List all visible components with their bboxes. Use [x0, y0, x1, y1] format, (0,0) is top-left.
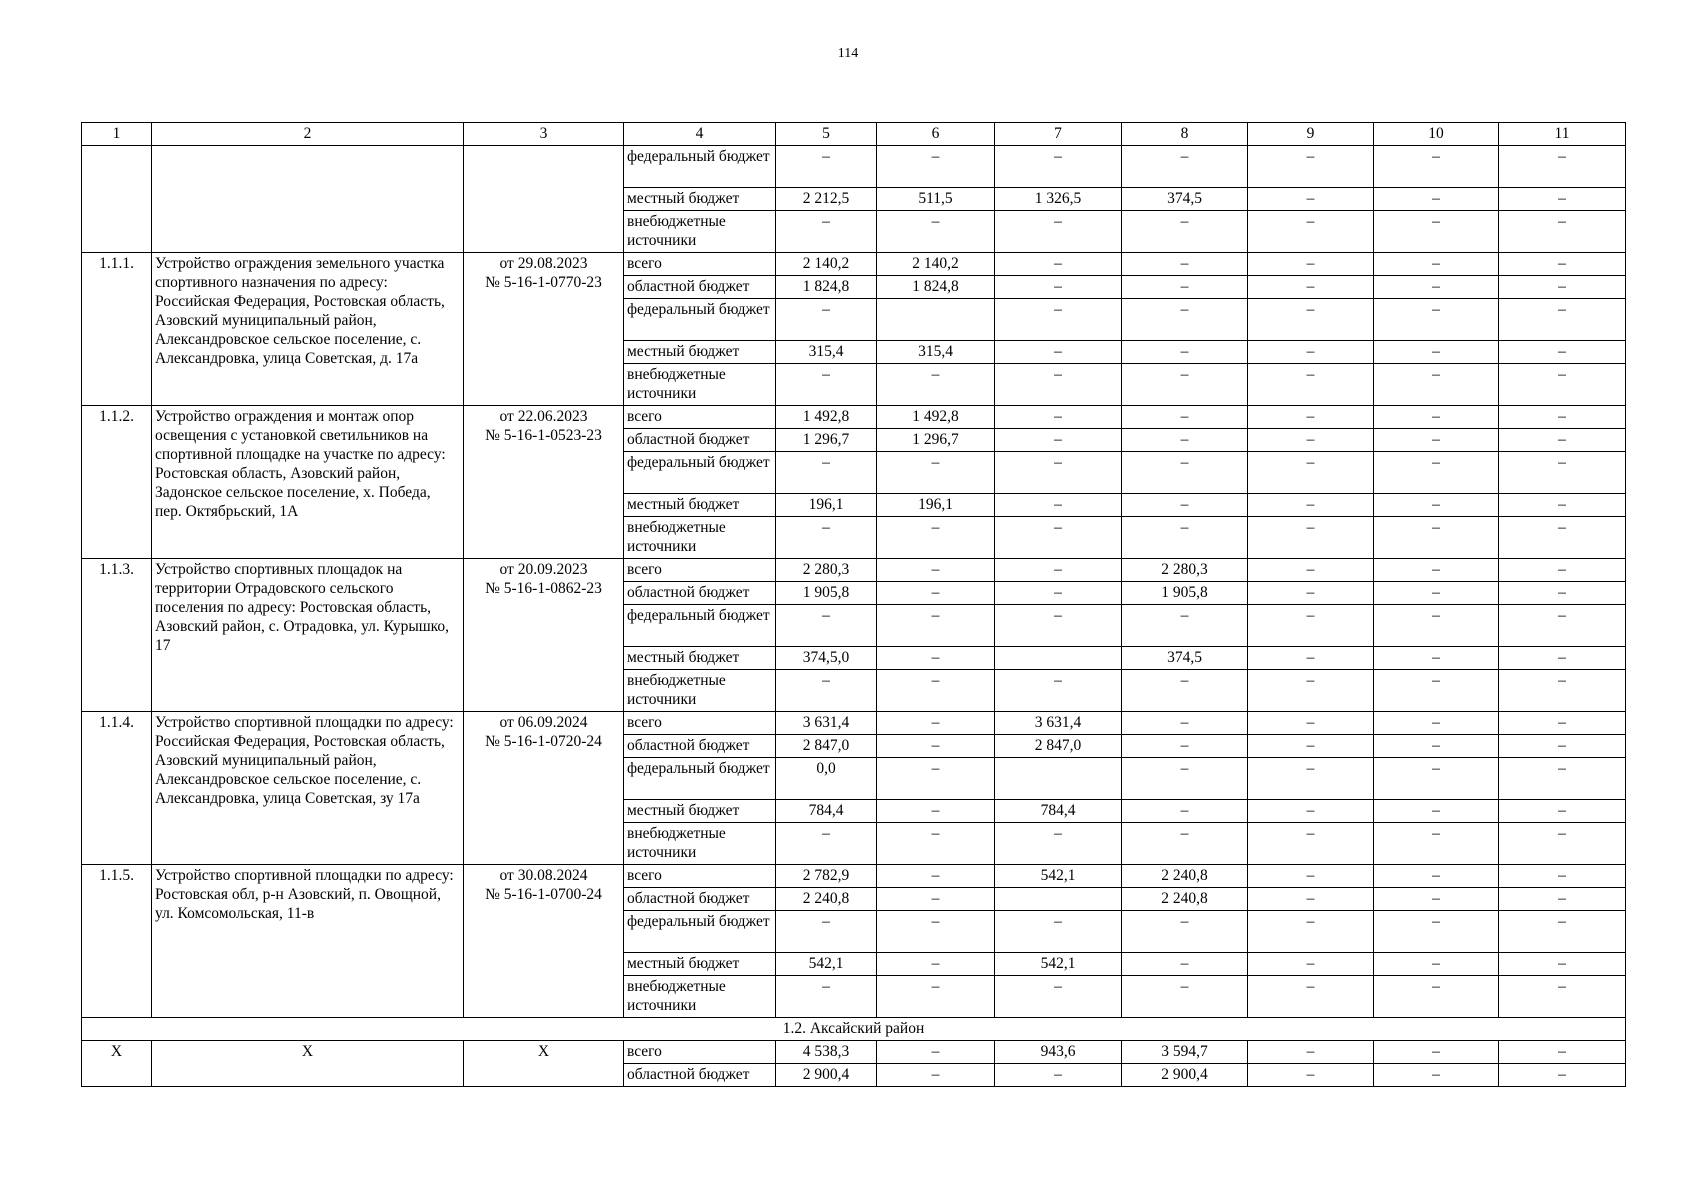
funding-source: всего: [624, 712, 776, 735]
amount-cell: 2 900,4: [1122, 1064, 1248, 1087]
amount-cell: –: [1248, 582, 1374, 605]
amount-cell: –: [776, 517, 877, 559]
amount-cell: –: [995, 670, 1122, 712]
amount-cell: –: [1499, 188, 1626, 211]
amount-cell: 2 240,8: [1122, 888, 1248, 911]
amount-cell: –: [877, 517, 995, 559]
amount-cell: –: [995, 559, 1122, 582]
amount-cell: –: [877, 1064, 995, 1087]
funding-source: федеральный бюджет: [624, 452, 776, 494]
amount-cell: –: [1499, 364, 1626, 406]
amount-cell: –: [1374, 800, 1499, 823]
amount-cell: –: [1499, 429, 1626, 452]
amount-cell: 315,4: [776, 341, 877, 364]
table-row: [82, 1041, 1626, 1064]
amount-cell: –: [1499, 211, 1626, 253]
amount-cell: –: [1499, 911, 1626, 953]
funding-source: внебюджетные источники: [624, 364, 776, 406]
amount-cell: 1 296,7: [877, 429, 995, 452]
amount-cell: –: [1248, 559, 1374, 582]
amount-cell: 542,1: [995, 865, 1122, 888]
amount-cell: [995, 647, 1122, 670]
item-document: X: [464, 1041, 624, 1087]
amount-cell: –: [1248, 976, 1374, 1018]
table-row: [82, 559, 1626, 582]
document-number: № 5-16-1-0720-24: [485, 733, 602, 750]
amount-cell: –: [877, 976, 995, 1018]
amount-cell: 1 326,5: [995, 188, 1122, 211]
column-header: 4: [624, 123, 776, 146]
amount-cell: 1 905,8: [1122, 582, 1248, 605]
amount-cell: 2 280,3: [1122, 559, 1248, 582]
amount-cell: –: [877, 647, 995, 670]
table-row: [82, 146, 1626, 188]
amount-cell: –: [776, 211, 877, 253]
amount-cell: 2 240,8: [1122, 865, 1248, 888]
amount-cell: 2 900,4: [776, 1064, 877, 1087]
amount-cell: –: [1122, 406, 1248, 429]
amount-cell: –: [1248, 1041, 1374, 1064]
amount-cell: –: [1374, 406, 1499, 429]
amount-cell: 0,0: [776, 758, 877, 800]
amount-cell: –: [1122, 605, 1248, 647]
amount-cell: 943,6: [995, 1041, 1122, 1064]
funding-source: внебюджетные источники: [624, 517, 776, 559]
amount-cell: –: [1248, 494, 1374, 517]
amount-cell: –: [776, 911, 877, 953]
amount-cell: 315,4: [877, 341, 995, 364]
amount-cell: –: [1122, 364, 1248, 406]
column-header: 6: [877, 123, 995, 146]
amount-cell: 2 782,9: [776, 865, 877, 888]
amount-cell: –: [1122, 276, 1248, 299]
column-header: 2: [152, 123, 464, 146]
funding-source: федеральный бюджет: [624, 758, 776, 800]
amount-cell: –: [1248, 865, 1374, 888]
amount-cell: 2 240,8: [776, 888, 877, 911]
amount-cell: –: [877, 953, 995, 976]
item-description: Устройство ограждения земельного участка спортивного назначения по адресу: Российская Федерация, Ростовская область, Азовский муниципальный район, Александровское сельское поселение, с. Александровка, улица Советская, д. 17а: [152, 253, 464, 406]
amount-cell: 1 296,7: [776, 429, 877, 452]
amount-cell: –: [1248, 276, 1374, 299]
amount-cell: –: [1374, 865, 1499, 888]
amount-cell: –: [995, 1064, 1122, 1087]
document-date: от 22.06.2023: [499, 408, 588, 425]
amount-cell: –: [877, 670, 995, 712]
amount-cell: –: [1122, 823, 1248, 865]
amount-cell: –: [776, 976, 877, 1018]
amount-cell: –: [877, 735, 995, 758]
amount-cell: –: [1499, 582, 1626, 605]
amount-cell: –: [776, 670, 877, 712]
amount-cell: –: [1248, 299, 1374, 341]
amount-cell: –: [995, 517, 1122, 559]
amount-cell: –: [1374, 364, 1499, 406]
amount-cell: –: [1374, 429, 1499, 452]
amount-cell: 4 538,3: [776, 1041, 877, 1064]
amount-cell: –: [877, 823, 995, 865]
funding-source: внебюджетные источники: [624, 976, 776, 1018]
amount-cell: 511,5: [877, 188, 995, 211]
item-code-cell: [464, 146, 624, 253]
amount-cell: –: [1499, 276, 1626, 299]
amount-cell: –: [1499, 800, 1626, 823]
funding-source: областной бюджет: [624, 276, 776, 299]
funding-source: областной бюджет: [624, 1064, 776, 1087]
amount-cell: 2 280,3: [776, 559, 877, 582]
amount-cell: –: [1499, 865, 1626, 888]
amount-cell: –: [995, 364, 1122, 406]
section-title: 1.2. Аксайский район: [82, 1018, 1626, 1041]
column-header: 5: [776, 123, 877, 146]
amount-cell: 784,4: [995, 800, 1122, 823]
item-document: [464, 253, 624, 406]
column-header: 10: [1374, 123, 1499, 146]
amount-cell: –: [1374, 211, 1499, 253]
amount-cell: –: [1248, 605, 1374, 647]
funding-source: местный бюджет: [624, 647, 776, 670]
amount-cell: –: [1122, 452, 1248, 494]
amount-cell: –: [1122, 146, 1248, 188]
amount-cell: –: [1374, 341, 1499, 364]
amount-cell: –: [1248, 406, 1374, 429]
amount-cell: –: [1122, 712, 1248, 735]
amount-cell: 374,5,0: [776, 647, 877, 670]
funding-source: областной бюджет: [624, 429, 776, 452]
amount-cell: –: [1374, 452, 1499, 494]
amount-cell: –: [1122, 429, 1248, 452]
document-date: от 29.08.2023: [499, 255, 588, 272]
column-header: 11: [1499, 123, 1626, 146]
amount-cell: –: [1374, 823, 1499, 865]
amount-cell: –: [776, 452, 877, 494]
amount-cell: –: [776, 823, 877, 865]
item-number: 1.1.2.: [82, 406, 152, 559]
funding-source: областной бюджет: [624, 888, 776, 911]
amount-cell: –: [1374, 1041, 1499, 1064]
item-description-cell: [152, 146, 464, 253]
document-number: № 5-16-1-0700-24: [485, 886, 602, 903]
amount-cell: –: [1374, 494, 1499, 517]
amount-cell: –: [1122, 211, 1248, 253]
amount-cell: –: [995, 211, 1122, 253]
amount-cell: 2 847,0: [995, 735, 1122, 758]
amount-cell: –: [776, 299, 877, 341]
amount-cell: –: [1499, 517, 1626, 559]
amount-cell: –: [1122, 670, 1248, 712]
amount-cell: –: [1374, 582, 1499, 605]
amount-cell: 374,5: [1122, 647, 1248, 670]
amount-cell: –: [1374, 299, 1499, 341]
funding-source: всего: [624, 1041, 776, 1064]
document-number: № 5-16-1-0523-23: [485, 427, 602, 444]
amount-cell: –: [1499, 670, 1626, 712]
amount-cell: –: [1499, 1064, 1626, 1087]
funding-source: внебюджетные источники: [624, 211, 776, 253]
amount-cell: –: [776, 605, 877, 647]
amount-cell: –: [1122, 735, 1248, 758]
funding-source: местный бюджет: [624, 494, 776, 517]
table-row: [82, 253, 1626, 276]
amount-cell: –: [1374, 888, 1499, 911]
amount-cell: –: [877, 800, 995, 823]
amount-cell: –: [877, 865, 995, 888]
amount-cell: 2 212,5: [776, 188, 877, 211]
amount-cell: –: [1499, 953, 1626, 976]
amount-cell: –: [1122, 911, 1248, 953]
funding-source: всего: [624, 406, 776, 429]
funding-source: федеральный бюджет: [624, 299, 776, 341]
amount-cell: –: [1122, 953, 1248, 976]
item-number: X: [82, 1041, 152, 1087]
amount-cell: –: [1499, 888, 1626, 911]
funding-source: областной бюджет: [624, 582, 776, 605]
amount-cell: –: [995, 276, 1122, 299]
amount-cell: –: [776, 146, 877, 188]
amount-cell: –: [1499, 605, 1626, 647]
section-header-row: [82, 1018, 1626, 1041]
amount-cell: –: [995, 823, 1122, 865]
amount-cell: [995, 888, 1122, 911]
amount-cell: [877, 299, 995, 341]
amount-cell: –: [1374, 188, 1499, 211]
funding-source: местный бюджет: [624, 341, 776, 364]
funding-source: областной бюджет: [624, 735, 776, 758]
amount-cell: –: [1499, 406, 1626, 429]
amount-cell: –: [1499, 1041, 1626, 1064]
document-date: от 30.08.2024: [499, 867, 588, 884]
funding-source: всего: [624, 253, 776, 276]
document-date: от 06.09.2024: [499, 714, 588, 731]
amount-cell: –: [1374, 953, 1499, 976]
amount-cell: –: [1499, 452, 1626, 494]
amount-cell: –: [1248, 211, 1374, 253]
amount-cell: –: [1374, 712, 1499, 735]
item-description: X: [152, 1041, 464, 1087]
amount-cell: –: [995, 582, 1122, 605]
funding-source: внебюджетные источники: [624, 823, 776, 865]
amount-cell: –: [877, 911, 995, 953]
amount-cell: –: [1122, 800, 1248, 823]
amount-cell: –: [995, 341, 1122, 364]
amount-cell: –: [1499, 758, 1626, 800]
amount-cell: –: [1374, 976, 1499, 1018]
amount-cell: –: [1248, 911, 1374, 953]
amount-cell: –: [1122, 758, 1248, 800]
amount-cell: 1 905,8: [776, 582, 877, 605]
amount-cell: –: [1122, 976, 1248, 1018]
funding-source: федеральный бюджет: [624, 911, 776, 953]
amount-cell: –: [1374, 276, 1499, 299]
amount-cell: –: [1374, 735, 1499, 758]
amount-cell: –: [1499, 976, 1626, 1018]
amount-cell: –: [995, 146, 1122, 188]
table-row: [82, 406, 1626, 429]
item-description: Устройство спортивной площадки по адресу: Российская Федерация, Ростовская область, Азовский муниципальный район, Александровское сельское поселение, с. Александровка, улица Советская, зу 17а: [152, 712, 464, 865]
amount-cell: 2 140,2: [776, 253, 877, 276]
amount-cell: –: [1122, 299, 1248, 341]
amount-cell: 1 492,8: [877, 406, 995, 429]
amount-cell: –: [877, 758, 995, 800]
amount-cell: –: [1374, 146, 1499, 188]
amount-cell: 542,1: [776, 953, 877, 976]
amount-cell: –: [1499, 146, 1626, 188]
amount-cell: 196,1: [877, 494, 995, 517]
funding-source: местный бюджет: [624, 800, 776, 823]
document-date: от 20.09.2023: [499, 561, 588, 578]
amount-cell: –: [995, 253, 1122, 276]
amount-cell: –: [1374, 517, 1499, 559]
funding-source: всего: [624, 865, 776, 888]
amount-cell: –: [1374, 1064, 1499, 1087]
amount-cell: –: [1248, 517, 1374, 559]
amount-cell: –: [877, 559, 995, 582]
amount-cell: –: [1122, 517, 1248, 559]
amount-cell: –: [1248, 452, 1374, 494]
column-header: 3: [464, 123, 624, 146]
amount-cell: 1 824,8: [776, 276, 877, 299]
amount-cell: –: [1248, 712, 1374, 735]
amount-cell: –: [1374, 758, 1499, 800]
amount-cell: –: [1374, 911, 1499, 953]
amount-cell: –: [1374, 670, 1499, 712]
amount-cell: –: [1122, 253, 1248, 276]
amount-cell: –: [995, 429, 1122, 452]
funding-table: [81, 122, 1626, 1087]
table-row: [82, 712, 1626, 735]
amount-cell: –: [877, 146, 995, 188]
item-number: 1.1.1.: [82, 253, 152, 406]
table-row: [82, 865, 1626, 888]
document-number: № 5-16-1-0862-23: [485, 580, 602, 597]
amount-cell: –: [1122, 494, 1248, 517]
amount-cell: –: [1122, 341, 1248, 364]
amount-cell: –: [1248, 364, 1374, 406]
funding-source: внебюджетные источники: [624, 670, 776, 712]
funding-source: всего: [624, 559, 776, 582]
page-number: 114: [837, 46, 859, 61]
amount-cell: –: [995, 494, 1122, 517]
column-number-header-row: [82, 123, 1626, 146]
item-description: Устройство спортивной площадки по адресу: Ростовская обл, р-н Азовский, п. Овощной, ул. Комсомольская, 11-в: [152, 865, 464, 1018]
amount-cell: –: [877, 364, 995, 406]
amount-cell: –: [1248, 823, 1374, 865]
amount-cell: 374,5: [1122, 188, 1248, 211]
item-number: 1.1.4.: [82, 712, 152, 865]
amount-cell: –: [877, 888, 995, 911]
amount-cell: 3 631,4: [776, 712, 877, 735]
amount-cell: 2 140,2: [877, 253, 995, 276]
funding-source: местный бюджет: [624, 188, 776, 211]
amount-cell: –: [1248, 800, 1374, 823]
amount-cell: –: [877, 1041, 995, 1064]
amount-cell: –: [877, 605, 995, 647]
item-document: [464, 406, 624, 559]
amount-cell: 3 594,7: [1122, 1041, 1248, 1064]
funding-source: федеральный бюджет: [624, 146, 776, 188]
amount-cell: 542,1: [995, 953, 1122, 976]
item-description: Устройство ограждения и монтаж опор освещения с установкой светильников на спортивной площадке на участке по адресу: Ростовская область, Азовский район, Задонское сельское поселение, х. Победа, пер. Октябрьский, 1А: [152, 406, 464, 559]
amount-cell: –: [1499, 559, 1626, 582]
amount-cell: –: [995, 299, 1122, 341]
amount-cell: –: [1248, 429, 1374, 452]
item-document: [464, 712, 624, 865]
amount-cell: 3 631,4: [995, 712, 1122, 735]
item-description: Устройство спортивных площадок на территории Отрадовского сельского поселения по адресу: Ростовская область, Азовский район, с. Отрадовка, ул. Курышко, 17: [152, 559, 464, 712]
amount-cell: –: [1248, 341, 1374, 364]
amount-cell: –: [995, 911, 1122, 953]
amount-cell: 1 492,8: [776, 406, 877, 429]
amount-cell: –: [1248, 888, 1374, 911]
amount-cell: –: [1248, 647, 1374, 670]
item-number: 1.1.3.: [82, 559, 152, 712]
amount-cell: –: [776, 364, 877, 406]
item-number-cell: [82, 146, 152, 253]
amount-cell: –: [1248, 670, 1374, 712]
amount-cell: –: [1248, 146, 1374, 188]
column-header: 8: [1122, 123, 1248, 146]
amount-cell: –: [1499, 341, 1626, 364]
item-document: [464, 865, 624, 1018]
amount-cell: [995, 758, 1122, 800]
amount-cell: –: [1374, 253, 1499, 276]
amount-cell: –: [995, 605, 1122, 647]
amount-cell: –: [1248, 758, 1374, 800]
amount-cell: –: [995, 452, 1122, 494]
amount-cell: –: [1499, 253, 1626, 276]
item-document: [464, 559, 624, 712]
amount-cell: 784,4: [776, 800, 877, 823]
amount-cell: –: [1499, 712, 1626, 735]
amount-cell: –: [1499, 299, 1626, 341]
amount-cell: –: [1248, 253, 1374, 276]
amount-cell: –: [877, 712, 995, 735]
amount-cell: –: [1248, 735, 1374, 758]
amount-cell: –: [1374, 559, 1499, 582]
amount-cell: 1 824,8: [877, 276, 995, 299]
amount-cell: –: [1499, 647, 1626, 670]
amount-cell: –: [1248, 953, 1374, 976]
column-header: 1: [82, 123, 152, 146]
amount-cell: –: [877, 582, 995, 605]
document-number: № 5-16-1-0770-23: [485, 274, 602, 291]
amount-cell: –: [1248, 1064, 1374, 1087]
amount-cell: –: [877, 211, 995, 253]
amount-cell: –: [1374, 605, 1499, 647]
amount-cell: 2 847,0: [776, 735, 877, 758]
column-header: 9: [1248, 123, 1374, 146]
amount-cell: –: [1499, 735, 1626, 758]
funding-source: федеральный бюджет: [624, 605, 776, 647]
amount-cell: –: [995, 406, 1122, 429]
item-number: 1.1.5.: [82, 865, 152, 1018]
amount-cell: –: [1248, 188, 1374, 211]
amount-cell: –: [1499, 494, 1626, 517]
amount-cell: 196,1: [776, 494, 877, 517]
funding-source: местный бюджет: [624, 953, 776, 976]
amount-cell: –: [877, 452, 995, 494]
amount-cell: –: [1374, 647, 1499, 670]
amount-cell: –: [1499, 823, 1626, 865]
amount-cell: –: [995, 976, 1122, 1018]
column-header: 7: [995, 123, 1122, 146]
